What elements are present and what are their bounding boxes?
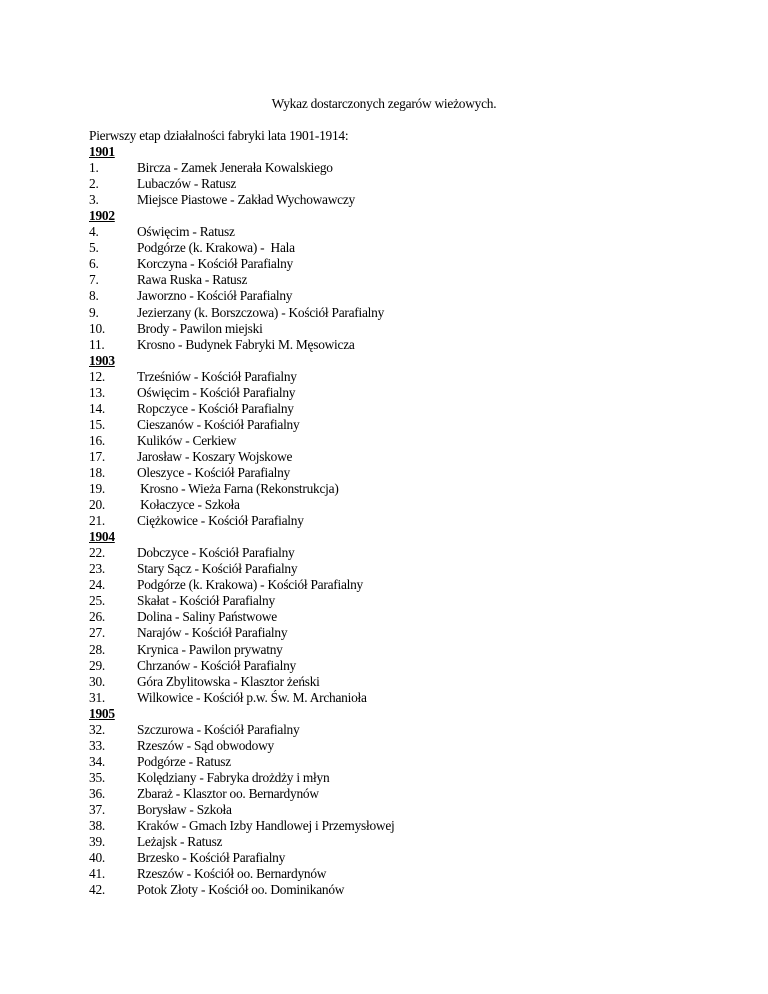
list-item — [89, 224, 729, 240]
list-item — [89, 305, 729, 321]
item-text: Potok Złoty - Kościół oo. Dominikanów — [137, 882, 345, 898]
item-text: Stary Sącz - Kościół Parafialny — [137, 561, 298, 577]
item-number: 2. — [89, 176, 99, 192]
year-heading-1904: 1904 — [89, 529, 115, 545]
list-item — [89, 561, 729, 577]
list-item — [89, 240, 729, 256]
item-text: Rzeszów - Sąd obwodowy — [137, 737, 274, 753]
item-number: 37. — [89, 801, 105, 817]
item-number: 16. — [89, 432, 105, 448]
item-number: 36. — [89, 785, 105, 801]
item-number: 9. — [89, 304, 99, 320]
list-item — [89, 882, 729, 898]
item-number: 6. — [89, 256, 99, 272]
list-item — [89, 690, 729, 706]
item-text: Jezierzany (k. Borszczowa) - Kościół Parafialny — [137, 304, 385, 320]
item-number: 5. — [89, 240, 99, 256]
item-text: Dobczyce - Kościół Parafialny — [137, 545, 295, 561]
item-text: Krynica - Pawilon prywatny — [137, 641, 283, 657]
item-number: 15. — [89, 416, 105, 432]
item-number: 7. — [89, 272, 99, 288]
list-item — [89, 321, 729, 337]
item-number: 4. — [89, 224, 99, 240]
list-item — [89, 593, 729, 609]
document-title-text: Wykaz dostarczonych zegarów wieżowych. — [271, 96, 497, 111]
list-item — [89, 288, 729, 304]
item-number: 22. — [89, 545, 105, 561]
list-item — [89, 722, 729, 738]
item-text: Podgórze (k. Krakowa) - Hala — [137, 240, 295, 256]
list-item — [89, 401, 729, 417]
list-item — [89, 834, 729, 850]
item-text: Szczurowa - Kościół Parafialny — [137, 721, 300, 737]
item-number: 17. — [89, 448, 105, 464]
item-text: Korczyna - Kościół Parafialny — [137, 256, 293, 272]
item-text: Góra Zbylitowska - Klasztor żeński — [137, 673, 320, 689]
item-text: Krosno - Budynek Fabryki M. Męsowicza — [137, 336, 355, 352]
list-item — [89, 850, 729, 866]
item-number: 10. — [89, 320, 105, 336]
item-number: 42. — [89, 882, 105, 898]
item-number: 34. — [89, 753, 105, 769]
item-text: Krosno - Wieża Farna (Rekonstrukcja) — [137, 481, 339, 497]
item-text: Dolina - Saliny Państwowe — [137, 609, 277, 625]
item-number: 27. — [89, 625, 105, 641]
intro-line: Pierwszy etap działalności fabryki lata 1901-1914: — [89, 128, 349, 143]
item-number: 26. — [89, 609, 105, 625]
item-number: 33. — [89, 737, 105, 753]
list-item — [89, 674, 729, 690]
item-text: Podgórze (k. Krakowa) - Kościół Parafialny — [137, 577, 363, 593]
year-heading-1901: 1901 — [89, 144, 115, 160]
list-item — [89, 738, 729, 754]
year-heading-1902: 1902 — [89, 208, 115, 224]
list-item — [89, 642, 729, 658]
list-item — [89, 176, 729, 192]
item-number: 40. — [89, 850, 105, 866]
year-heading-1905: 1905 — [89, 705, 115, 721]
item-text: Lubaczów - Ratusz — [137, 176, 237, 192]
item-number: 35. — [89, 769, 105, 785]
item-text: Borysław - Szkoła — [137, 801, 232, 817]
list-item — [89, 625, 729, 641]
item-text: Rawa Ruska - Ratusz — [137, 272, 248, 288]
item-number: 8. — [89, 288, 99, 304]
list-item — [89, 337, 729, 353]
item-number: 29. — [89, 657, 105, 673]
item-text: Miejsce Piastowe - Zakład Wychowawczy — [137, 192, 356, 208]
item-text: Trześniów - Kościół Parafialny — [137, 368, 297, 384]
item-text: Oleszyce - Kościół Parafialny — [137, 464, 291, 480]
item-text: Ropczyce - Kościół Parafialny — [137, 400, 294, 416]
list-item — [89, 658, 729, 674]
item-text: Skałat - Kościół Parafialny — [137, 593, 275, 609]
item-text: Chrzanów - Kościół Parafialny — [137, 657, 296, 673]
item-number: 11. — [89, 336, 105, 352]
list-item — [89, 369, 729, 385]
item-number: 13. — [89, 384, 105, 400]
list-item — [89, 481, 729, 497]
list-item — [89, 577, 729, 593]
list-item — [89, 818, 729, 834]
list-item — [89, 272, 729, 288]
list-item — [89, 256, 729, 272]
item-number: 1. — [89, 160, 99, 176]
list-item — [89, 417, 729, 433]
item-text: Narajów - Kościół Parafialny — [137, 625, 288, 641]
item-number: 30. — [89, 673, 105, 689]
list-item — [89, 465, 729, 481]
item-text: Kraków - Gmach Izby Handlowej i Przemysłowej — [137, 818, 395, 834]
item-number: 32. — [89, 721, 105, 737]
item-number: 23. — [89, 561, 105, 577]
document-body — [89, 128, 729, 898]
item-number: 20. — [89, 497, 105, 513]
item-text: Kołaczyce - Szkoła — [137, 497, 240, 513]
item-text: Zbaraż - Klasztor oo. Bernardynów — [137, 785, 319, 801]
item-text: Leżajsk - Ratusz — [137, 834, 223, 850]
item-number: 41. — [89, 866, 105, 882]
item-text: Podgórze - Ratusz — [137, 753, 231, 769]
item-number: 3. — [89, 192, 99, 208]
item-text: Brzesko - Kościół Parafialny — [137, 850, 286, 866]
item-number: 38. — [89, 818, 105, 834]
item-number: 12. — [89, 368, 105, 384]
list-item — [89, 449, 729, 465]
item-number: 25. — [89, 593, 105, 609]
list-item — [89, 802, 729, 818]
list-item — [89, 786, 729, 802]
list-item — [89, 497, 729, 513]
item-text: Wilkowice - Kościół p.w. Św. M. Archanioła — [137, 689, 367, 705]
list-item — [89, 433, 729, 449]
item-text: Oświęcim - Kościół Parafialny — [137, 384, 296, 400]
item-text: Bircza - Zamek Jenerała Kowalskiego — [137, 160, 333, 176]
list-item — [89, 160, 729, 176]
item-text: Kulików - Cerkiew — [137, 432, 237, 448]
list-item — [89, 192, 729, 208]
item-text: Cieszanów - Kościół Parafialny — [137, 416, 300, 432]
document-title — [0, 96, 768, 112]
list-item — [89, 385, 729, 401]
item-number: 28. — [89, 641, 105, 657]
item-number: 14. — [89, 400, 105, 416]
list-item — [89, 513, 729, 529]
item-number: 24. — [89, 577, 105, 593]
list-item — [89, 609, 729, 625]
item-text: Ciężkowice - Kościół Parafialny — [137, 513, 304, 529]
item-text: Oświęcim - Ratusz — [137, 224, 235, 240]
item-text: Kolędziany - Fabryka drożdży i młyn — [137, 769, 330, 785]
item-text: Jaworzno - Kościół Parafialny — [137, 288, 293, 304]
item-number: 18. — [89, 464, 105, 480]
item-text: Brody - Pawilon miejski — [137, 320, 263, 336]
item-number: 19. — [89, 481, 105, 497]
list-item — [89, 545, 729, 561]
item-text: Rzeszów - Kościół oo. Bernardynów — [137, 866, 327, 882]
list-item — [89, 866, 729, 882]
year-heading-1903: 1903 — [89, 352, 115, 368]
item-number: 31. — [89, 689, 105, 705]
item-text: Jarosław - Koszary Wojskowe — [137, 448, 293, 464]
item-number: 39. — [89, 834, 105, 850]
list-item — [89, 770, 729, 786]
item-number: 21. — [89, 513, 105, 529]
list-item — [89, 754, 729, 770]
